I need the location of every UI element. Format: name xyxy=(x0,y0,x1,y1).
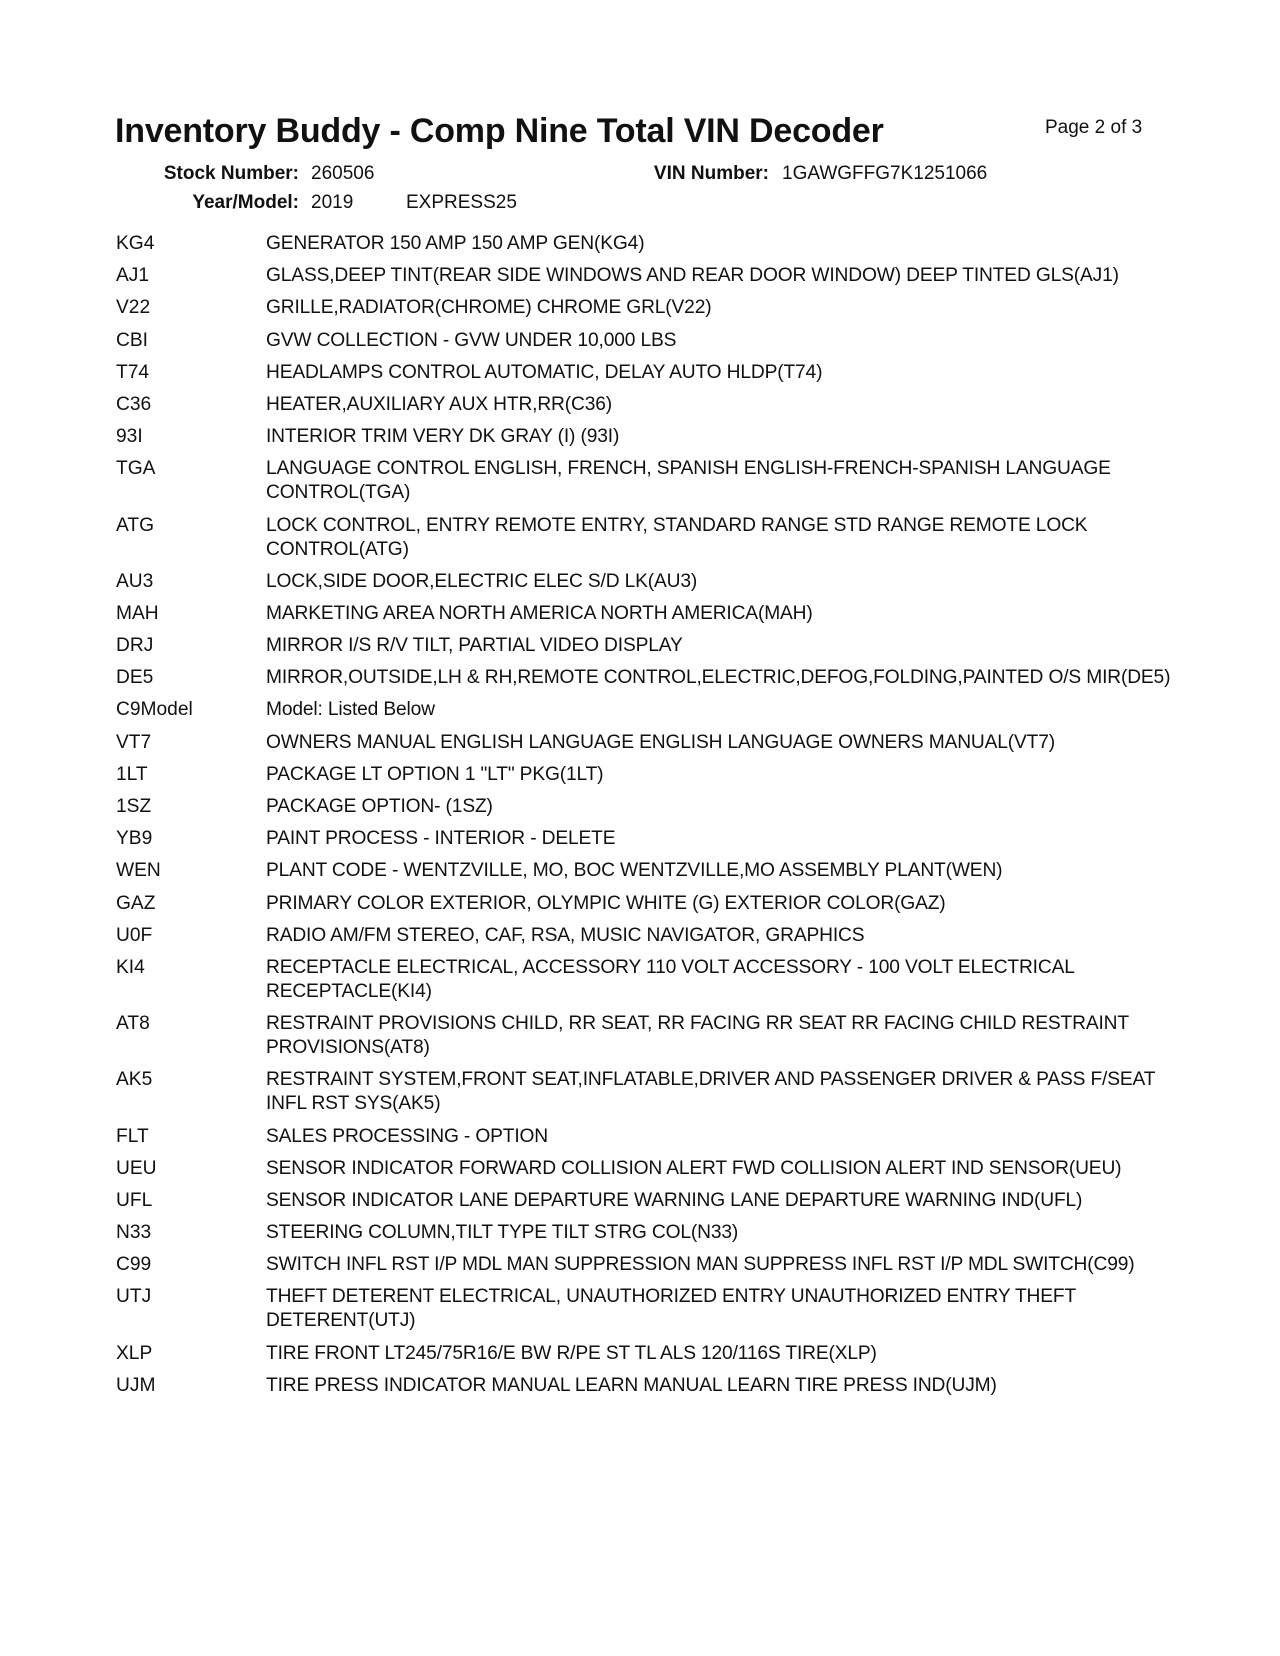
option-row xyxy=(116,361,1176,385)
option-row xyxy=(116,795,1176,819)
option-code: KG4 xyxy=(116,233,155,254)
option-row xyxy=(116,1285,1176,1333)
option-code: ATG xyxy=(116,514,155,536)
option-description: HEADLAMPS CONTROL AUTOMATIC, DELAY AUTO HLDP(T74) xyxy=(266,361,823,383)
option-description: LOCK CONTROL, ENTRY REMOTE ENTRY, STANDARD RANGE STD RANGE REMOTE LOCK CONTROL(ATG) xyxy=(266,514,1088,560)
option-code: WEN xyxy=(116,860,161,882)
option-row xyxy=(116,1189,1176,1213)
option-row xyxy=(116,425,1176,449)
option-code: C36 xyxy=(116,393,152,415)
option-row xyxy=(116,232,1176,256)
option-description: PACKAGE LT OPTION 1 "LT" PKG(1LT) xyxy=(266,763,604,785)
year-value: 2019 xyxy=(311,192,354,213)
option-code: C99 xyxy=(116,1254,152,1276)
option-code: KI4 xyxy=(116,956,145,978)
option-code: FLT xyxy=(116,1125,149,1147)
option-row xyxy=(116,570,1176,594)
option-row xyxy=(116,602,1176,626)
option-code: AU3 xyxy=(116,570,154,592)
option-description: THEFT DETERENT ELECTRICAL, UNAUTHORIZED ENTRY UNAUTHORIZED ENTRY THEFT DETERENT(UTJ) xyxy=(266,1286,1076,1332)
option-description: OWNERS MANUAL ENGLISH LANGUAGE ENGLISH LANGUAGE OWNERS MANUAL(VT7) xyxy=(266,731,1056,753)
option-code: UFL xyxy=(116,1189,153,1211)
option-description: TIRE PRESS INDICATOR MANUAL LEARN MANUAL LEARN TIRE PRESS IND(UJM) xyxy=(266,1374,997,1396)
option-description: HEATER,AUXILIARY AUX HTR,RR(C36) xyxy=(266,393,612,415)
option-description: SENSOR INDICATOR FORWARD COLLISION ALERT FWD COLLISION ALERT IND SENSOR(UEU) xyxy=(266,1157,1122,1179)
option-row xyxy=(116,329,1176,353)
option-row xyxy=(116,956,1176,1004)
option-description: LOCK,SIDE DOOR,ELECTRIC ELEC S/D LK(AU3) xyxy=(266,570,698,592)
option-row xyxy=(116,1374,1176,1398)
option-row xyxy=(116,264,1176,288)
option-code: DE5 xyxy=(116,667,154,689)
option-description: MIRROR I/S R/V TILT, PARTIAL VIDEO DISPLAY xyxy=(266,635,683,657)
option-row xyxy=(116,393,1176,417)
option-code: AJ1 xyxy=(116,265,150,287)
option-description: RADIO AM/FM STEREO, CAF, RSA, MUSIC NAVIGATOR, GRAPHICS xyxy=(266,924,865,946)
option-description: PRIMARY COLOR EXTERIOR, OLYMPIC WHITE (G) EXTERIOR COLOR(GAZ) xyxy=(266,892,946,914)
option-description: MARKETING AREA NORTH AMERICA NORTH AMERICA(MAH) xyxy=(266,602,813,624)
vin-number-label: VIN Number: xyxy=(653,163,769,184)
option-row xyxy=(116,698,1176,722)
option-description: GVW COLLECTION - GVW UNDER 10,000 LBS xyxy=(266,329,677,351)
option-code: AT8 xyxy=(116,1013,150,1035)
option-description: LANGUAGE CONTROL ENGLISH, FRENCH, SPANISH ENGLISH-FRENCH-SPANISH LANGUAGE CONTROL(TGA) xyxy=(266,458,1111,504)
option-description: MIRROR,OUTSIDE,LH & RH,REMOTE CONTROL,ELECTRIC,DEFOG,FOLDING,PAINTED O/S MIR(DE5) xyxy=(266,667,1171,689)
stock-number-label: Stock Number: xyxy=(163,163,299,184)
option-row xyxy=(116,924,1176,948)
option-row xyxy=(116,634,1176,658)
option-code: CBI xyxy=(116,329,148,351)
option-code-list xyxy=(116,232,1176,1406)
option-row xyxy=(116,763,1176,787)
option-description: PLANT CODE - WENTZVILLE, MO, BOC WENTZVILLE,MO ASSEMBLY PLANT(WEN) xyxy=(266,860,1003,882)
option-code: C9Model xyxy=(116,699,193,721)
option-description: Model: Listed Below xyxy=(266,699,435,721)
option-code: TGA xyxy=(116,458,156,480)
option-row xyxy=(116,1157,1176,1181)
option-code: V22 xyxy=(116,297,151,319)
option-code: YB9 xyxy=(116,828,153,850)
option-code: UEU xyxy=(116,1157,157,1179)
option-description: PAINT PROCESS - INTERIOR - DELETE xyxy=(266,828,616,850)
option-code: MAH xyxy=(116,602,159,624)
vin-number-value: 1GAWGFFG7K1251066 xyxy=(782,163,988,184)
option-description: STEERING COLUMN,TILT TYPE TILT STRG COL(N33) xyxy=(266,1222,739,1244)
option-row xyxy=(116,296,1176,320)
option-row xyxy=(116,1068,1176,1116)
option-code: T74 xyxy=(116,361,150,383)
option-code: U0F xyxy=(116,924,153,946)
option-description: TIRE FRONT LT245/75R16/E BW R/PE ST TL ALS 120/116S TIRE(XLP) xyxy=(266,1342,877,1364)
page-title: Inventory Buddy - Comp Nine Total VIN Decoder xyxy=(115,112,884,150)
option-row xyxy=(116,1342,1176,1366)
option-code: UJM xyxy=(116,1374,156,1396)
option-row xyxy=(116,666,1176,690)
option-description: SENSOR INDICATOR LANE DEPARTURE WARNING LANE DEPARTURE WARNING IND(UFL) xyxy=(266,1189,1083,1211)
option-code: XLP xyxy=(116,1342,153,1364)
option-row xyxy=(116,1125,1176,1149)
option-code: VT7 xyxy=(116,731,152,753)
option-code: 1SZ xyxy=(116,796,152,817)
option-row xyxy=(116,1253,1176,1277)
option-description: SALES PROCESSING - OPTION xyxy=(266,1125,548,1147)
option-row xyxy=(116,457,1176,505)
option-code: 93I xyxy=(116,426,143,448)
option-description: GLASS,DEEP TINT(REAR SIDE WINDOWS AND REAR DOOR WINDOW) DEEP TINTED GLS(AJ1) xyxy=(266,265,1119,287)
option-code: DRJ xyxy=(116,635,154,657)
option-row xyxy=(116,859,1176,883)
option-description: SWITCH INFL RST I/P MDL MAN SUPPRESSION MAN SUPPRESS INFL RST I/P MDL SWITCH(C99) xyxy=(266,1254,1135,1276)
option-code: GAZ xyxy=(116,892,156,914)
year-model-label: Year/Model: xyxy=(192,192,299,213)
option-row xyxy=(116,827,1176,851)
option-description: GENERATOR 150 AMP 150 AMP GEN(KG4) xyxy=(266,233,645,254)
option-row xyxy=(116,514,1176,562)
option-code: 1LT xyxy=(116,763,148,785)
option-description: RESTRAINT SYSTEM,FRONT SEAT,INFLATABLE,DRIVER AND PASSENGER DRIVER & PASS F/SEAT INFL RST SYS(AK5) xyxy=(266,1069,1155,1115)
option-row xyxy=(116,892,1176,916)
model-value: EXPRESS25 xyxy=(406,192,517,213)
stock-number-value: 260506 xyxy=(311,163,375,184)
option-row xyxy=(116,1221,1176,1245)
option-description: GRILLE,RADIATOR(CHROME) CHROME GRL(V22) xyxy=(266,297,712,319)
option-code: N33 xyxy=(116,1222,152,1244)
option-description: RECEPTACLE ELECTRICAL, ACCESSORY 110 VOLT ACCESSORY - 100 VOLT ELECTRICAL RECEPTACLE(KI4) xyxy=(266,956,1075,1002)
option-code: AK5 xyxy=(116,1069,153,1091)
option-row xyxy=(116,731,1176,755)
option-code: UTJ xyxy=(116,1286,152,1308)
page-number: Page 2 of 3 xyxy=(1045,117,1143,138)
option-description: RESTRAINT PROVISIONS CHILD, RR SEAT, RR FACING RR SEAT RR FACING CHILD RESTRAINT PROVISIONS(AT8) xyxy=(266,1013,1129,1059)
option-description: PACKAGE OPTION- (1SZ) xyxy=(266,796,493,817)
option-description: INTERIOR TRIM VERY DK GRAY (I) (93I) xyxy=(266,426,620,448)
option-row xyxy=(116,1012,1176,1060)
